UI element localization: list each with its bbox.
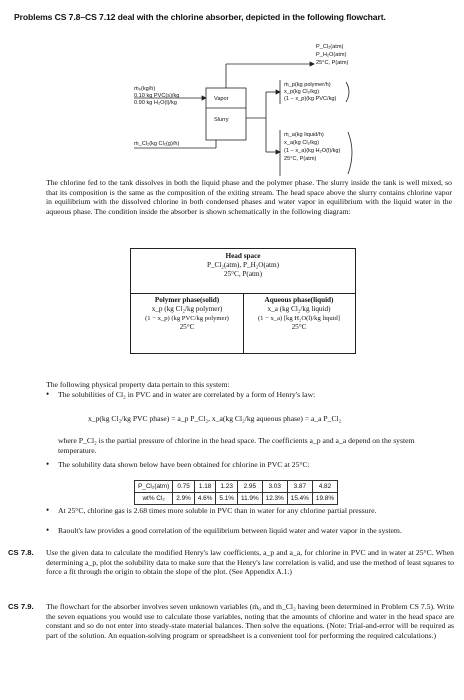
problem-number: CS 7.8. — [8, 548, 34, 557]
henry-equation: x_p(kg Cl₂/kg PVC phase) = a_p P_Cl₂, x_a(kg Cl₂/kg aqueous phase) = a_a P_Cl₂ — [88, 414, 342, 423]
where-text: where P_Cl₂ is the partial pressure of chlorine in the head space. The coefficients a_p and a_a depend on the system temperature. — [58, 436, 415, 455]
liquid-xa: x_a(kg Cl₂/kg) — [284, 140, 320, 146]
problem-text: The flowchart for the absorber involves seven unknown variables (ṁ₀ and ṁ_Cl₂ having been determined in Problem CS 7.5). Write the seven equations you would use to calculate those variables, noting that the amounts of chlorine and water in the head space are constant and so do not enter into steady-state material balances. Then solve the equations. (Note: Trial-and-error will be required as part of the solution. An equation-solving program or spreadsheet is a convenient tool for performing the required calculations.) — [46, 602, 454, 641]
liquid-rate: ṁ_a(kg liquid/h) — [284, 132, 324, 138]
gas-pcl2: P_Cl₂(atm) — [316, 44, 344, 50]
problem-number: CS 7.9. — [8, 602, 34, 611]
description-paragraph: The chlorine fed to the tank dissolves in both the liquid phase and the polymer phase. The slurry inside the tank is well mixed, so that its composition is the same as the composition of the exiting stream. The head space above the slurry contains chlorine vapor in equilibrium with the dissolved chlorine in both condensed phases and water vapor in equilibrium with the liquid water in the aqueous phase. The condition inside the absorber is shown schematically in the following diagram: — [46, 178, 452, 217]
solubility-table — [134, 480, 338, 505]
feed-pvc: 0.10 kg PVC(s)/kg — [134, 93, 180, 99]
aqueous-phase-xa: x_a (kg Cl₂/kg liquid) — [267, 305, 331, 313]
slurry-label: Slurry — [214, 117, 229, 123]
polymer-phase-temp: 25°C — [179, 323, 195, 331]
bullet-raoult: • Raoult's law provides a good correlation of the equilibrium between liquid water and water vapor in the system. — [46, 525, 402, 535]
aqueous-phase-temp: 25°C — [291, 323, 307, 331]
polymer-rate: ṁ_p(kg polymer/h) — [284, 82, 331, 88]
gas-conditions: 25°C, P(atm) — [316, 60, 349, 66]
polymer-phase-title: Polymer phase(solid) — [154, 296, 220, 304]
absorber-flowchart — [120, 30, 450, 180]
polymer-phase-xp: x_p (kg Cl₂/kg polymer) — [151, 305, 223, 313]
feed-rate: ṁ₀(kg/h) — [134, 86, 156, 92]
table-row: wt% Cl₂ 2.9% 4.6% 5.1% 11.9% 12.3% 15.4% 19.8% — [135, 493, 338, 505]
liquid-water: (1 − x_a)(kg H₂O(l)/kg) — [284, 148, 341, 154]
bullet-solubility-ratio: • At 25°C, chlorine gas is 2.68 times more soluble in PVC than in water for any chlorine partial pressure. — [46, 505, 377, 515]
problem-cs-7-9 — [8, 602, 454, 641]
polymer-pvc: (1 − x_p)(kg PVC/kg) — [284, 96, 337, 102]
row-label: P_Cl₂(atm) — [135, 481, 173, 493]
bullet-solubility: • The solubility data shown below have been obtained for chlorine in PVC at 25°C: — [46, 459, 310, 469]
chlorine-feed: ṁ_Cl₂(kg Cl₂(g)/h) — [134, 141, 180, 147]
polymer-xp: x_p(kg Cl₂/kg) — [284, 89, 320, 95]
problem-text: Use the given data to calculate the modified Henry's law coefficients, a_p and a_a, for chlorine in PVC and in water at 25°C. When determining a_p, plot the solubility data to make sure that the Henry's law correlation is valid, and use the method of least squares to force a fit through the origin to obtain the slope of the plot. (See Appendix A.1.) — [46, 548, 454, 577]
table-row: P_Cl₂(atm) 0.75 1.18 1.23 2.95 3.03 3.87 4.82 — [135, 481, 338, 493]
liquid-conditions: 25°C, P(atm) — [284, 156, 317, 162]
aqueous-phase-title: Aqueous phase(liquid) — [264, 296, 334, 304]
feed-water: 0.90 kg H₂O(l)/kg — [134, 100, 177, 106]
physical-data-intro: The following physical property data pertain to this system: — [46, 380, 230, 389]
vapor-label: Vapor — [214, 96, 229, 102]
aqueous-phase-water: (1 − x_a) [kg H₂O(l)/kg liquid] — [257, 315, 340, 322]
headspace-conditions: 25°C, P(atm) — [223, 270, 262, 278]
row-label: wt% Cl₂ — [135, 493, 173, 505]
page-header: Problems CS 7.8–CS 7.12 deal with the chlorine absorber, depicted in the following flowchart. — [14, 12, 386, 22]
problem-cs-7-8 — [8, 548, 454, 577]
bullet-henry: • The solubilities of Cl₂ in PVC and in water are correlated by a form of Henry's law: — [46, 389, 316, 399]
headspace-pressures: P_Cl₂(atm), P_H₂O(atm) — [206, 261, 280, 269]
headspace-diagram — [130, 248, 356, 354]
gas-ph2o: P_H₂O(atm) — [316, 52, 347, 58]
headspace-title: Head space — [225, 252, 261, 260]
polymer-phase-pvc: (1 − x_p) (kg PVC/kg polymer) — [145, 315, 229, 322]
